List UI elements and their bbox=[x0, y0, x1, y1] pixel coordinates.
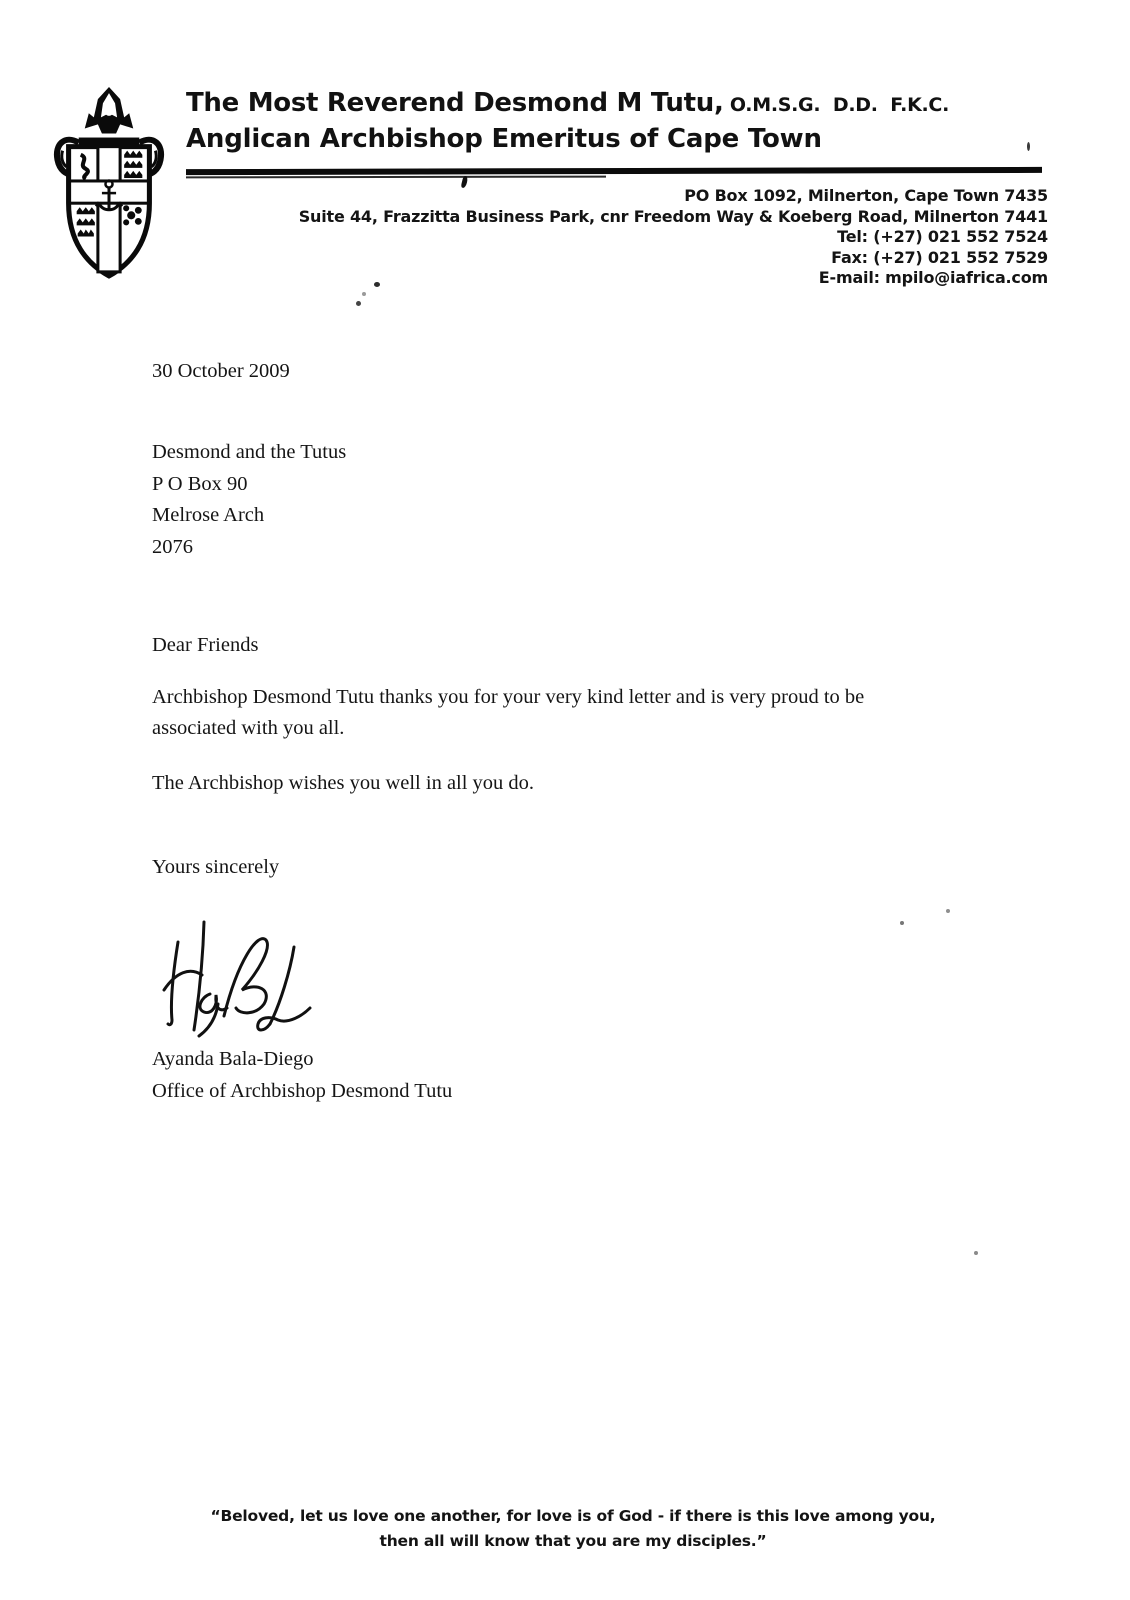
scan-artifact-speck bbox=[362, 292, 366, 296]
scan-artifact-speck bbox=[374, 282, 380, 287]
contact-tel-line: Tel: (+27) 021 552 7524 bbox=[837, 227, 1048, 247]
recipient-name: Desmond and the Tutus bbox=[152, 441, 347, 463]
signatory-name: Ayanda Bala-Diego bbox=[152, 1048, 314, 1070]
body-paragraph-1: Archbishop Desmond Tutu thanks you for your very kind letter and is very proud to be associated with you all. bbox=[152, 686, 865, 739]
letterhead-title bbox=[186, 88, 949, 118]
letterhead-subtitle: Anglican Archbishop Emeritus of Cape Town bbox=[186, 124, 822, 154]
contact-street-line: Suite 44, Frazzitta Business Park, cnr Freedom Way & Koeberg Road, Milnerton 7441 bbox=[298, 206, 1048, 226]
salutation: Dear Friends bbox=[152, 634, 259, 656]
recipient-address-block bbox=[152, 437, 346, 563]
footer-quote bbox=[8, 1504, 1130, 1554]
footer-quote-line2: then all will know that you are my disciples.” bbox=[379, 1532, 767, 1550]
signatory-block bbox=[152, 1044, 452, 1107]
letterhead-honors: O.M.S.G. D.D. F.K.C. bbox=[723, 94, 949, 116]
handwritten-signature-icon bbox=[158, 912, 328, 1047]
scan-artifact-speck bbox=[356, 301, 361, 306]
recipient-suburb: Melrose Arch bbox=[152, 504, 265, 526]
closing-line: Yours sincerely bbox=[152, 856, 280, 878]
recipient-postcode: 2076 bbox=[152, 535, 193, 558]
scan-artifact-apostrophe bbox=[1027, 142, 1030, 151]
scan-artifact-speck bbox=[900, 921, 904, 925]
letter-date: 30 October 2009 bbox=[152, 360, 290, 382]
signatory-title: Office of Archbishop Desmond Tutu bbox=[152, 1079, 453, 1102]
footer-quote-line1: “Beloved, let us love one another, for love is of God - if there is this love among you, bbox=[210, 1507, 936, 1525]
bishop-crest-icon bbox=[52, 84, 166, 284]
letterhead-rule bbox=[186, 167, 1042, 175]
recipient-pobox: P O Box 90 bbox=[152, 472, 248, 495]
letterhead-rule-shadow bbox=[186, 176, 606, 179]
scan-artifact-speck bbox=[946, 909, 950, 913]
contact-email-line: E-mail: mpilo@iafrica.com bbox=[818, 268, 1048, 288]
letterhead-name: The Most Reverend Desmond M Tutu, bbox=[186, 88, 724, 118]
body-paragraph-2: The Archbishop wishes you well in all you do. bbox=[152, 772, 535, 794]
contact-pobox-line: PO Box 1092, Milnerton, Cape Town 7435 bbox=[684, 186, 1048, 205]
scan-artifact-speck bbox=[974, 1251, 978, 1255]
contact-fax-line: Fax: (+27) 021 552 7529 bbox=[831, 247, 1048, 267]
letterhead-contact-block bbox=[299, 186, 1048, 289]
